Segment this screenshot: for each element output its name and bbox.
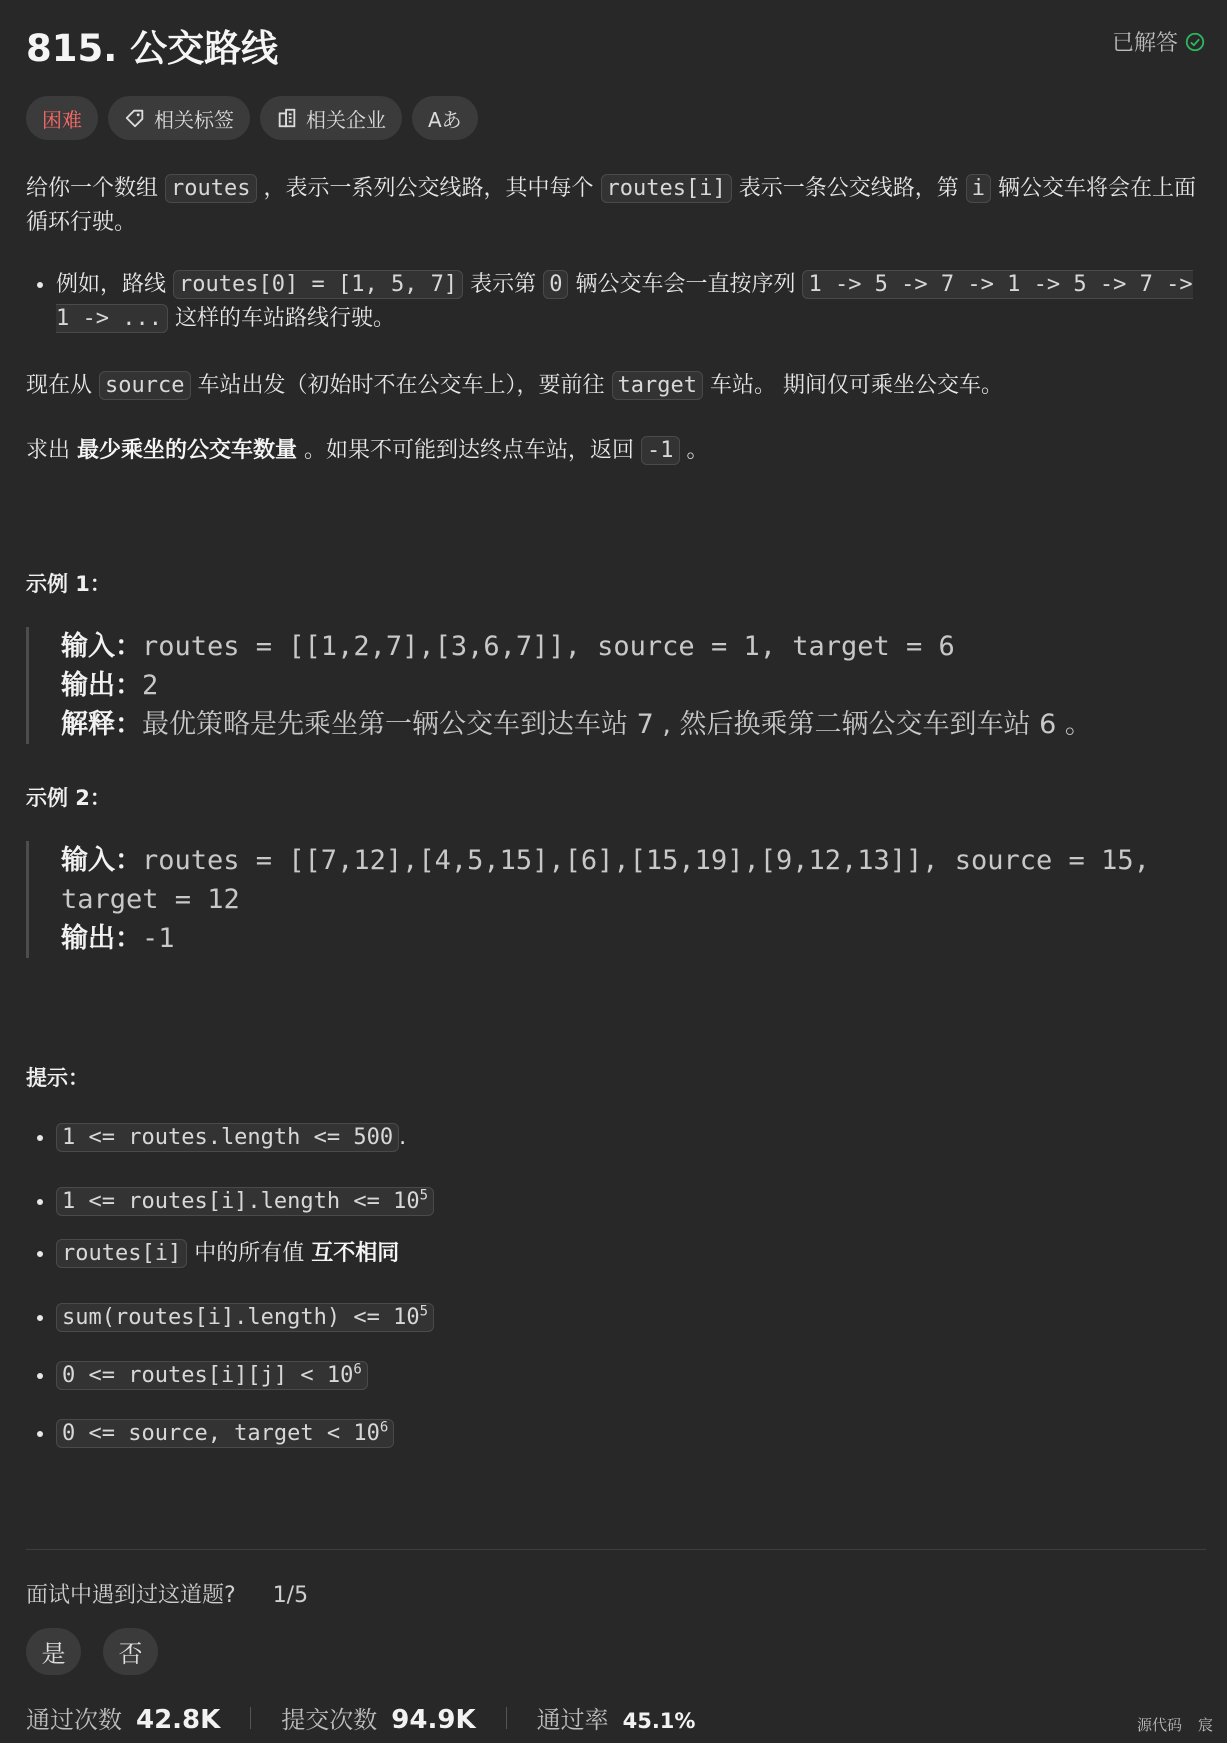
tag-icon (124, 107, 146, 129)
related-tags-label: 相关标签 (154, 107, 234, 132)
check-circle-icon (1184, 31, 1206, 53)
inline-code: 1 -> 5 -> 7 -> 1 -> 5 -> 7 -> 1 -> ... (56, 272, 1193, 331)
example-output: -1 (142, 923, 175, 954)
superscript: 5 (419, 1188, 429, 1204)
text: 表示一条公交线路，第 (738, 176, 959, 201)
code-text: sum(routes[i].length) <= 10 (62, 1305, 420, 1331)
divider (26, 1549, 1206, 1550)
bold-text: 最少乘坐的公交车数量 (77, 438, 298, 463)
text: 例如，路线 (56, 272, 167, 297)
output-label: 输出： (61, 923, 142, 954)
translate-button[interactable] (412, 96, 478, 140)
solved-label: 已解答 (1111, 31, 1178, 56)
stats-bar (26, 1700, 695, 1735)
text: 中的所有值 (194, 1241, 305, 1266)
explanation-label: 解释： (61, 709, 142, 740)
interview-question (26, 1578, 308, 1609)
input-label: 输入： (61, 845, 142, 876)
hints-list (26, 1120, 434, 1468)
text: ，表示一系列公交线路，其中每个 (263, 176, 594, 201)
description-paragraph-3 (26, 434, 1206, 468)
difficulty-badge[interactable]: 困难 (26, 96, 98, 140)
inline-code: i (966, 174, 991, 203)
interview-question-count: 1/5 (272, 1583, 309, 1608)
list-item (56, 1120, 434, 1178)
bold-text: 互不相同 (311, 1241, 400, 1266)
text: 。如果不可能到达终点车站，返回 (304, 438, 635, 463)
interview-answer-group (26, 1628, 158, 1675)
code-text: 1 <= routes[i].length <= 10 (62, 1189, 420, 1215)
submitted-label: 提交次数 (281, 1706, 378, 1734)
output-label: 输出： (61, 670, 142, 701)
inline-code: routes[i] (56, 1239, 187, 1268)
input-label: 输入： (61, 631, 142, 662)
footer (1137, 1714, 1213, 1735)
translate-icon: Aあ (428, 107, 462, 132)
inline-code: routes[i] (601, 174, 732, 203)
example-2-heading: 示例 2： (26, 786, 111, 810)
text: 这样的车站路线行驶。 (174, 306, 395, 331)
inline-code (56, 1361, 368, 1390)
source-code-link[interactable]: 源代码 (1136, 1716, 1182, 1734)
text: 辆公交车将会在上面循环行驶。 (26, 176, 1197, 235)
example-list (26, 268, 1206, 336)
text: 求出 (26, 438, 71, 463)
example-input: routes = [[7,12],[4,5,15],[6],[15,19],[9,12,13]], source = 15, target = 12 (61, 845, 1150, 915)
example-2-block (26, 841, 1206, 958)
superscript: 5 (419, 1304, 429, 1320)
divider (250, 1707, 251, 1729)
list-item (56, 1410, 434, 1468)
text: 给你一个数组 (26, 176, 159, 201)
list-item (56, 268, 1206, 336)
text: 表示第 (470, 272, 537, 297)
inline-code: 0 (543, 270, 568, 299)
footer-extra: 宸 (1197, 1716, 1213, 1734)
text: 车站。 期间仅可乘坐公交车。 (710, 373, 1003, 398)
inline-code (56, 1419, 394, 1448)
accepted-count: 42.8K (136, 1705, 221, 1735)
title-row (26, 14, 1206, 70)
hints-heading: 提示： (26, 1066, 89, 1090)
inline-code: 1 <= routes.length <= 500 (56, 1123, 399, 1152)
superscript: 6 (379, 1420, 389, 1436)
description-paragraph-2 (26, 369, 1206, 403)
list-item (56, 1178, 434, 1236)
example-1-block (26, 627, 1206, 744)
inline-code (56, 1303, 434, 1332)
example-explanation: 最优策略是先乘坐第一辆公交车到达车站 7 , 然后换乘第二辆公交车到车站 6 。 (142, 709, 1092, 740)
example-output: 2 (142, 670, 159, 701)
description-paragraph-1 (26, 172, 1206, 240)
solved-status (1112, 26, 1206, 57)
inline-code: -1 (641, 436, 680, 465)
text: 辆公交车会一直按序列 (575, 272, 796, 297)
code-text: 0 <= source, target < 10 (62, 1421, 380, 1447)
code-text: 0 <= routes[i][j] < 10 (62, 1363, 354, 1389)
tag-bar (26, 96, 478, 140)
inline-code: routes[0] = [1, 5, 7] (173, 270, 463, 299)
divider (506, 1707, 507, 1729)
problem-title: 815. 公交路线 (26, 27, 279, 70)
list-item (56, 1294, 434, 1352)
submitted-count: 94.9K (391, 1705, 476, 1735)
acceptance-rate: 45.1% (622, 1709, 696, 1733)
inline-code: target (612, 371, 703, 400)
text: 。 (686, 438, 709, 463)
text: 现在从 (26, 373, 93, 398)
related-companies-label: 相关企业 (306, 107, 386, 132)
no-button[interactable]: 否 (103, 1628, 158, 1675)
yes-button[interactable]: 是 (26, 1628, 81, 1675)
inline-code: routes (165, 174, 256, 203)
inline-code: source (99, 371, 190, 400)
list-item (56, 1236, 434, 1294)
acceptance-rate-label: 通过率 (536, 1706, 609, 1734)
list-item (56, 1352, 434, 1410)
interview-question-text: 面试中遇到过这道题? (26, 1583, 236, 1608)
related-companies-button[interactable] (260, 96, 402, 140)
example-input: routes = [[1,2,7],[3,6,7]], source = 1, target = 6 (142, 631, 955, 662)
related-tags-button[interactable] (108, 96, 250, 140)
superscript: 6 (353, 1362, 362, 1378)
building-icon (276, 107, 298, 129)
text: . (399, 1125, 407, 1150)
example-1-heading: 示例 1： (26, 572, 111, 596)
text: 车站出发（初始时不在公交车上），要前往 (197, 373, 605, 398)
inline-code (56, 1187, 434, 1216)
accepted-label: 通过次数 (26, 1706, 122, 1734)
